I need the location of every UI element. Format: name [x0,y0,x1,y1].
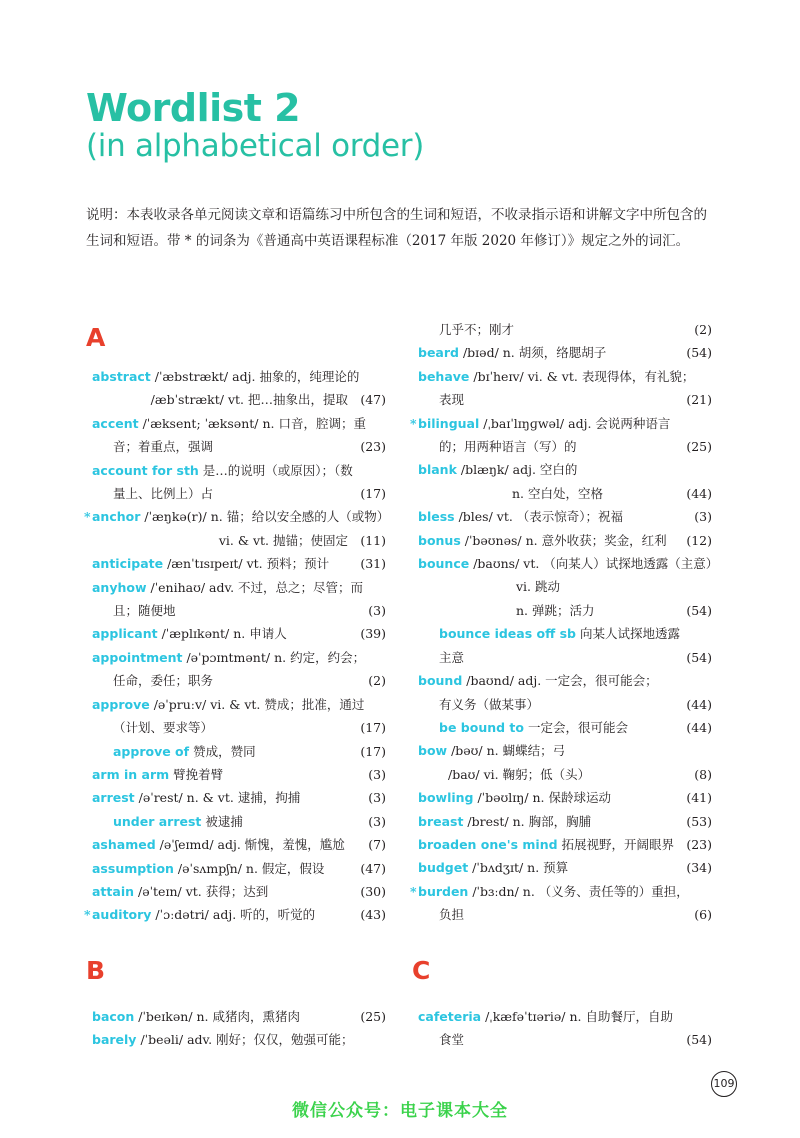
headword: accent [92,415,139,431]
page-ref: (47) [360,860,386,876]
definition: 被逮捕 [201,813,243,829]
entry-bounce [412,552,719,622]
definition: /baʊnd/ adj. 一定会，很可能会； [462,673,658,689]
definition: 食堂 [439,1031,465,1047]
headword: bounce [418,556,470,572]
page-number: 109 [711,1071,737,1097]
headword: anticipate [92,556,164,572]
definition: n. 空白处，空格 [512,485,603,501]
page-ref: (3) [368,813,386,829]
headword: applicant [92,626,158,642]
headword: bacon [92,1008,135,1024]
headword: attain [92,883,135,899]
definition: /əˈpruːv/ vi. & vt. 赞成；批准，通过 [149,696,365,712]
entry-under-arrest [86,810,386,833]
definition: 音；着重点，强调 [113,439,214,455]
page-ref: (41) [686,790,712,806]
headword: abstract [92,369,151,384]
headword: bounce ideas off sb [439,626,576,642]
entry-bacon [86,1005,386,1028]
star-mark: * [410,415,417,431]
page-ref: (31) [360,556,386,572]
entry-approve [86,693,386,740]
page-ref: (17) [360,720,386,736]
definition: /ˈæksent; ˈæksənt/ n. 口音，腔调；重 [138,415,366,431]
page-ref: (30) [360,883,386,899]
page-ref: (54) [686,602,712,618]
entry-beard [412,341,712,364]
entry-ashamed [86,833,386,856]
entry-breast [412,810,712,833]
definition: 主意 [439,649,465,665]
definition: /baʊns/ vt. （向某人）试探地透露（主意） [469,556,719,572]
entry-bound [412,669,712,716]
headword: budget [418,860,469,876]
page-ref: (43) [360,907,386,923]
page-ref: (25) [360,1008,386,1024]
footer-watermark: 微信公众号：电子课本大全 [292,1101,508,1121]
headword: arm in arm [92,766,170,782]
entry-cafeteria [412,1005,712,1052]
headword: bow [418,743,448,759]
page-ref: (54) [686,1031,712,1047]
definition: /æbˈstrækt/ vt. 把…抽象出，提取 [150,392,348,408]
headword: behave [418,368,470,384]
page-ref: (3) [368,603,386,619]
headword: anyhow [92,579,147,595]
page-ref: (7) [368,837,386,853]
entry-bilingual [412,412,712,459]
headword: under arrest [113,813,202,829]
page-ref: (23) [360,439,386,455]
headword: blank [418,462,457,478]
entry-barely-continued [412,318,712,341]
definition: vi. 跳动 [516,579,561,595]
definition: 表现 [439,392,465,408]
entry-abstract [86,365,386,412]
section-letter-b: B [86,955,106,985]
page-ref: (44) [686,719,712,735]
headword: approve [92,696,150,712]
entry-blank [412,458,712,505]
definition: /bɪəd/ n. 胡须，络腮胡子 [458,345,607,361]
definition: 拓展视野，开阔眼界 [557,836,675,852]
definition: 臂挽着臂 [169,766,224,782]
page-ref: (44) [686,485,712,501]
page-ref: (3) [368,766,386,782]
page-ref: (2) [368,673,386,689]
headword: breast [418,813,464,829]
definition: 有义务（做某事） [439,696,540,712]
page-ref: (2) [694,322,712,337]
headword: bowling [418,790,474,806]
definition: /ˈbɜːdn/ n. （义务、责任等的）重担， [468,883,689,899]
definition: n. 弹跳；活力 [516,602,595,618]
entry-anyhow [86,576,386,623]
headword: ashamed [92,837,156,853]
explanatory-note: 说明：本表收录各单元阅读文章和语篇练习中所包含的生词和短语，不收录指示语和讲解文字中所包含的生词和短语。带 * 的词条为《普通高中英语课程标准（2017 年版 2020 年修订）》规定之外的词汇。 [86,207,707,249]
page-ref: (44) [686,696,712,712]
entry-applicant [86,622,386,645]
definition: /ˌkæfəˈtɪəriə/ n. 自助餐厅，自助 [481,1008,673,1024]
page-title: Wordlist 2 [86,86,301,130]
entry-arm-in-arm [86,763,386,786]
definition: 向某人试探地透露 [575,626,680,642]
section-letter-c: C [412,955,431,985]
page-ref: (17) [360,486,386,502]
page-ref: (54) [686,649,712,665]
definition: /ˈæŋkə(r)/ n. 锚；给以安全感的人（或物） [140,509,390,525]
entry-accent [86,412,386,459]
page-ref: (3) [694,509,712,525]
page-ref: (21) [686,392,712,408]
definition: /əˈteɪn/ vt. 获得；达到 [134,883,269,899]
headword: account for sth [92,462,199,478]
page-ref: (47) [360,392,386,408]
definition: /ˌbaɪˈlɪŋɡwəl/ adj. 会说两种语言 [479,415,671,431]
definition: 任命，委任；职务 [113,673,214,689]
entry-bowling [412,786,712,809]
entry-anticipate [86,552,386,575]
entry-arrest [86,786,386,809]
definition: 赞成，赞同 [189,743,256,759]
headword: bless [418,509,455,525]
headword: approve of [113,743,190,759]
headword: assumption [92,860,174,876]
page-ref: (6) [694,907,712,923]
page-ref: (11) [360,532,386,548]
definition: /bles/ vt. （表示惊奇）；祝福 [454,509,624,525]
definition: /əˈpɔɪntmənt/ n. 约定，约会； [182,649,366,665]
definition: /əˈʃeɪmd/ adj. 惭愧，羞愧，尴尬 [155,837,345,853]
entry-be-bound-to [412,716,712,739]
section-letter-a: A [86,323,106,352]
entry-bless [412,505,712,528]
page-ref: (3) [368,790,386,806]
page-ref: (53) [686,813,712,829]
definition: vi. & vt. 抛锚；使固定 [218,532,348,548]
page-ref: (17) [360,743,386,759]
headword: burden [418,883,469,899]
definition: 且；随便地 [113,603,176,619]
headword: broaden one's mind [418,836,558,852]
page-ref: (25) [686,439,712,455]
headword: bound [418,673,463,689]
entry-appointment [86,646,386,693]
page-ref: (54) [686,345,712,361]
definition: /ˈbəʊnəs/ n. 意外收获；奖金，红利 [460,532,667,548]
definition: /ˈbʌdʒɪt/ n. 预算 [468,860,569,876]
definition: /əˈrest/ n. & vt. 逮捕，拘捕 [134,790,301,806]
page-ref: (8) [694,766,712,782]
headword: arrest [92,790,135,806]
definition: 几乎不；刚才 [439,322,515,337]
definition: /baʊ/ vi. 鞠躬；低（头） [448,766,591,782]
definition: /ˈæplɪkənt/ n. 申请人 [157,626,287,642]
headword: barely [92,1032,137,1048]
star-mark: * [84,509,91,525]
headword: bilingual [418,415,480,431]
definition: 一定会，很可能会 [523,719,628,735]
definition: 是…的说明（或原因）；（数 [198,462,353,478]
definition: /bɪˈheɪv/ vi. & vt. 表现得体，有礼貌； [469,368,695,384]
right-column [410,318,719,1051]
star-mark: * [84,907,91,923]
definition: /əˈsʌmpʃn/ n. 假定，假设 [173,860,325,876]
headword: bonus [418,532,461,548]
entry-broaden-ones-mind [412,833,712,856]
definition: /blæŋk/ adj. 空白的 [456,462,578,478]
definition: （计划、要求等） [113,720,214,736]
headword: appointment [92,649,183,665]
star-mark: * [410,883,417,899]
headword: cafeteria [418,1008,482,1024]
definition: 量上、比例上）占 [113,486,214,502]
definition: 的；用两种语言（写）的 [439,439,577,455]
definition: /ænˈtɪsɪpeɪt/ vt. 预料；预计 [163,556,330,572]
page-subtitle: (in alphabetical order) [86,128,425,164]
left-column [84,318,390,1052]
entry-bow [412,739,712,786]
entry-behave [412,365,712,412]
entry-burden [412,880,712,927]
definition: /ˈæbstrækt/ adj. 抽象的，纯理论的 [150,369,360,384]
entry-bounce-ideas-off-sb [412,622,712,669]
headword: anchor [92,509,141,525]
page-ref: (23) [686,836,712,852]
page-ref: (34) [686,860,712,876]
page-ref: (39) [360,626,386,642]
entry-account-for-sth [86,459,386,506]
definition: /ˈenihaʊ/ adv. 不过，总之；尽管；而 [146,579,364,595]
definition: /ˈbeəli/ adv. 刚好；仅仅，勉强可能； [136,1032,354,1048]
entry-approve-of [86,740,386,763]
entry-budget [412,856,712,879]
entry-barely [86,1028,386,1051]
headword: auditory [92,907,152,923]
entry-assumption [86,857,386,880]
entry-bonus [412,529,712,552]
definition: /bəʊ/ n. 蝴蝶结；弓 [447,743,566,759]
page-ref: (12) [686,532,712,548]
headword: beard [418,345,459,361]
entry-attain [86,880,386,903]
definition: /ˈɔːdətri/ adj. 听的，听觉的 [151,907,316,923]
definition: /ˈbeɪkən/ n. 咸猪肉，熏猪肉 [134,1008,301,1024]
definition: /brest/ n. 胸部，胸脯 [463,813,592,829]
headword: be bound to [439,719,524,735]
definition: 负担 [439,907,465,923]
entry-auditory [86,903,386,926]
definition: /ˈbəʊlɪŋ/ n. 保龄球运动 [473,790,612,806]
entry-anchor [84,505,390,552]
